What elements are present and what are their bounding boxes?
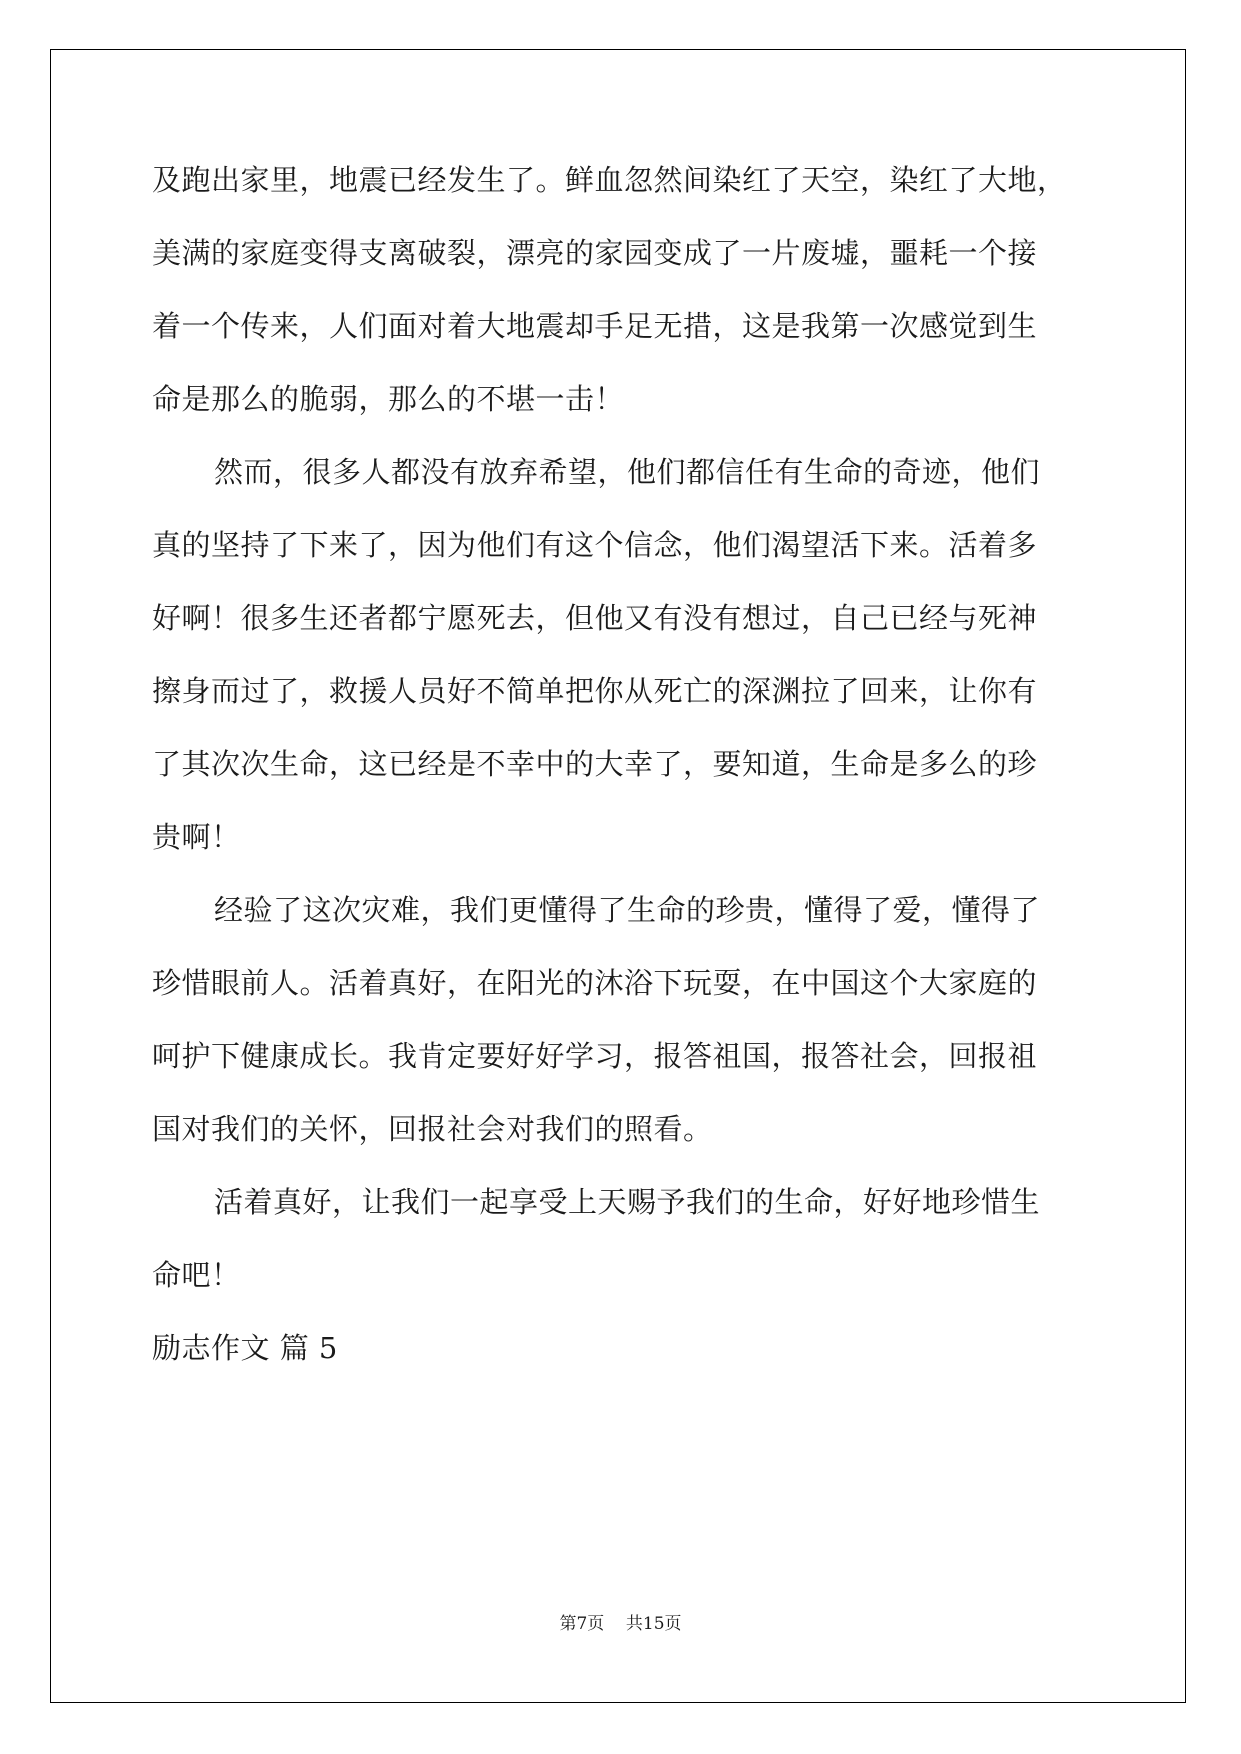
text-line: 珍惜眼前人。活着真好，在阳光的沐浴下玩耍，在中国这个大家庭的 [152,966,1038,1000]
text-line: 擦身而过了，救援人员好不简单把你从死亡的深渊拉了回来，让你有 [152,674,1038,708]
text-line: 贵啊！ [152,820,241,854]
paragraph-start-line: 然而，很多人都没有放弃希望，他们都信任有生命的奇迹，他们 [214,455,1041,489]
paragraph-start-line: 经验了这次灾难，我们更懂得了生命的珍贵，懂得了爱，懂得了 [214,893,1041,927]
page-number-footer: 第7页 共15页 [559,1614,682,1634]
text-line: 美满的家庭变得支离破裂，漂亮的家园变成了一片废墟，噩耗一个接 [152,236,1038,270]
text-line: 呵护下健康成长。我肯定要好好学习，报答祖国，报答社会，回报祖 [152,1039,1038,1073]
text-line: 及跑出家里，地震已经发生了。鲜血忽然间染红了天空，染红了大地， [152,163,1067,197]
text-line: 好啊！很多生还者都宁愿死去，但他又有没有想过，自己已经与死神 [152,601,1038,635]
text-line: 命是那么的脆弱，那么的不堪一击！ [152,382,625,416]
paragraph-start-line: 活着真好，让我们一起享受上天赐予我们的生命，好好地珍惜生 [214,1185,1041,1219]
text-line: 国对我们的关怀，回报社会对我们的照看。 [152,1112,713,1146]
text-line: 着一个传来，人们面对着大地震却手足无措，这是我第一次感觉到生 [152,309,1038,343]
section-heading: 励志作文 篇 5 [152,1331,338,1365]
text-line: 真的坚持了下来了，因为他们有这个信念，他们渴望活下来。活着多 [152,528,1038,562]
text-line: 命吧！ [152,1258,241,1292]
page-border [50,49,1186,1703]
text-line: 了其次次生命，这已经是不幸中的大幸了，要知道，生命是多么的珍 [152,747,1038,781]
